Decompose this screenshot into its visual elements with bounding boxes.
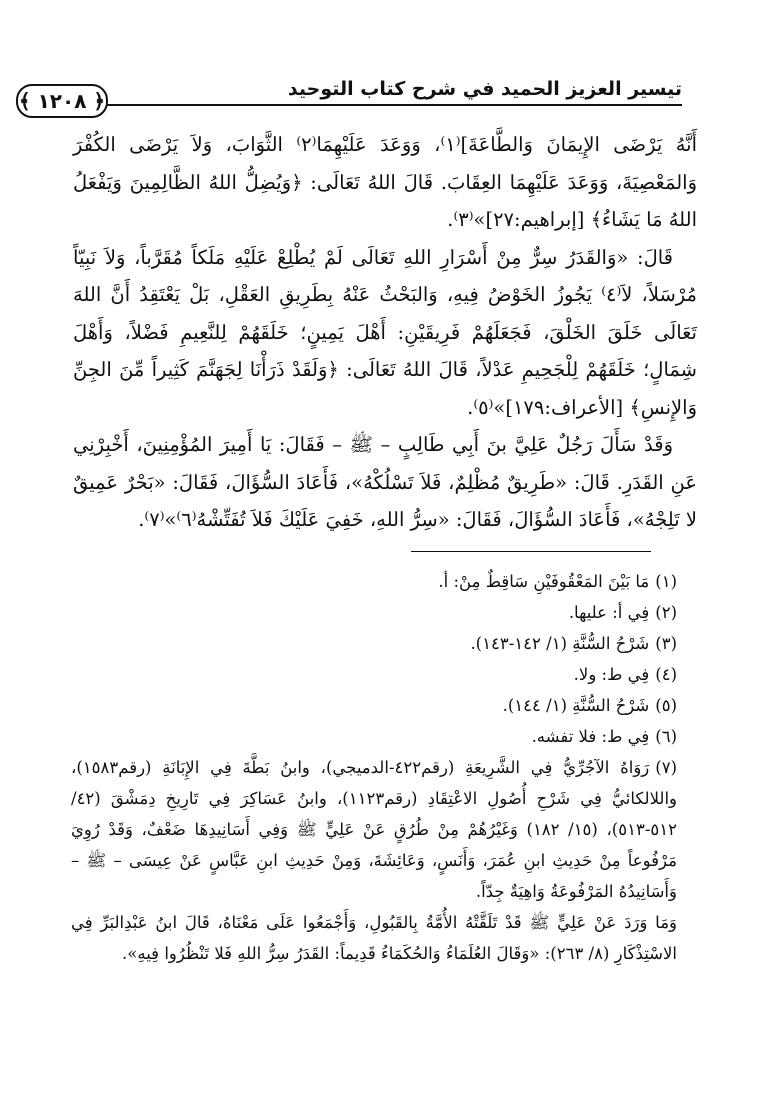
footnote-continuation (71, 907, 677, 969)
footnote-separator (411, 551, 651, 552)
footnote (71, 566, 677, 597)
footnote (71, 690, 677, 721)
footnote-number: (٤) (655, 665, 677, 684)
footnote-number: (٥) (655, 696, 677, 715)
footnote-number: (٧) (655, 758, 678, 777)
footnote-text: مَا بَيْنَ المَعْقُوفَيْنِ سَاقِطٌ مِنْ: أ. (438, 572, 650, 591)
main-text (73, 126, 697, 539)
footnote (71, 597, 677, 628)
footnote-number: (١) (655, 572, 677, 591)
footnotes (71, 566, 677, 969)
running-header (18, 74, 682, 114)
footnote (71, 659, 677, 690)
footnote-number: (٣) (655, 634, 677, 653)
footnote (71, 628, 677, 659)
footnote-text: شَرْحُ السُّنَّةِ (١/ ١٤٢-١٤٣). (470, 634, 650, 653)
footnote-text: فِي ط: فلا تفشه. (531, 727, 650, 746)
paragraph: قَالَ: «وَالقَدَرُ سِرٌّ مِنْ أَسْرَارِ اللهِ تَعَالَى لَمْ يُطْلِعْ عَلَيْهِ مَلَكاً مُقَرَّباً، وَلاَ نَبِيّاً مُرْسَلاً، لاَ⁽٤⁾ يَجُوزُ الخَوْضُ فِيهِ، وَالبَحْثُ عَنْهُ بِطَرِيقِ العَقْلِ، بَلْ يَعْتَقِدُ أَنَّ اللهَ تَعَالَى خَلَقَ الخَلْقَ، فَجَعَلَهُمْ فَرِيقَيْنِ: أَهْلَ يَمِينٍ؛ خَلَقَهُمْ لِلنَّعِيمِ فَضْلاً، وَأَهْلَ شِمَالٍ؛ خَلَقَهُمْ لِلْجَحِيمِ عَدْلاً، قَالَ اللهُ تَعَالَى: ﴿وَلَقَدْ ذَرَأْنَا لِجَهَنَّمَ كَثِيراً مِّنَ الجِنِّ وَالإِنسِ﴾ [الأعراف:١٧٩]»⁽٥⁾. (73, 245, 697, 419)
book-title: تيسير العزيز الحميد في شرح كتاب التوحيد (287, 78, 682, 100)
footnote-text: فِي أ: عليها. (568, 603, 650, 622)
footnote-number: (٦) (655, 727, 677, 746)
footnote-text: وَمَا وَرَدَ عَنْ عَلِيٍّ ﷺ قَدْ تَلَقَّتْهُ الأُمَّةُ بِالقَبُولِ، وَأَجْمَعُوا عَلَى مَعْنَاهُ، قَالَ ابنُ عَبْدِالبَرِّ فِي الاسْتِذْكَارِ (٨/ ٢٦٣): «وَقَالَ العُلَمَاءُ وَالحُكَمَاءُ قَدِيماً: القَدَرُ سِرُّ اللهِ فَلا تَنْظُرُوا فِيهِ». (71, 913, 677, 963)
footnote-text: رَوَاهُ الآجُرِّيُّ فِي الشَّرِيعَةِ (رقم٤٢٢-الدميجي)، وابنُ بَطَّةَ فِي الإِبَانَةِ (رقم١٥٨٣)، واللالكائيُّ فِي شَرْحِ أُصُولِ الاعْتِقَادِ (رقم١١٢٣)، وابنُ عَسَاكِرَ فِي تَارِيخِ دِمَشْقَ (٤٢/ ٥١٢-٥١٣)، (١٥/ ١٨٢) وَغَيْرُهُمْ مِنْ طُرُقٍ عَنْ عَلِيٍّ ﷺ وَفِي أَسَانِيدِهَا ضَعْفٌ، وَقَدْ رُوِيَ مَرْفُوعاً مِنْ حَدِيثِ ابنِ عُمَرَ، وَأَنَسٍ، وَعَائِشَةَ، وَمِنْ حَدِيثِ ابنِ عَبَّاسٍ عَنْ عِيسَى – ﷺ – وَأَسَانِيدُهُ المَرْفُوعَةُ وَاهِيَةٌ جِدّاً. (71, 758, 677, 901)
paragraph: أَنَّهُ يَرْضَى الإِيمَانَ وَالطَّاعَةَ]⁽١⁾، وَوَعَدَ عَلَيْهِمَا⁽٢⁾ الثَّوَابَ، وَلاَ يَرْضَى الكُفْرَ وَالمَعْصِيَةَ، وَوَعَدَ عَلَيْهِمَا العِقَابَ. قَالَ اللهُ تَعَالَى: ﴿وَيُضِلُّ اللهُ الظَّالِمِينَ وَيَفْعَلُ اللهُ مَا يَشَاءُ﴾ [إبراهيم:٢٧]»⁽٣⁾. (73, 133, 697, 231)
footnote-text: شَرْحُ السُّنَّةِ (١/ ١٤٤). (502, 696, 650, 715)
footnote (71, 721, 677, 752)
header-rule (62, 104, 682, 106)
footnote (71, 752, 677, 907)
footnote-text: فِي ط: ولا. (573, 665, 650, 684)
paragraph: وَقَدْ سَأَلَ رَجُلٌ عَلِيَّ بنَ أَبِي طَالِبٍ – ﷺ – فَقَالَ: يَا أَمِيرَ المُؤْمِنِينَ، أَخْبِرْنِي عَنِ القَدَرِ. قَالَ: «طَرِيقٌ مُظْلِمٌ، فَلاَ تَسْلُكْهُ»، فَأَعَادَ السُّؤَالَ، فَقَالَ: «بَحْرٌ عَمِيقٌ لا تَلِجْهُ»، فَأَعَادَ السُّؤَالَ، فَقَالَ: «سِرُّ اللهِ، خَفِيَ عَلَيْكَ فَلاَ تُفَتِّشْهُ⁽٦⁾»⁽٧⁾. (73, 433, 697, 531)
footnote-number: (٢) (655, 603, 677, 622)
page-number: ﴿ ١٢٠٨ ﴾ (16, 84, 108, 118)
